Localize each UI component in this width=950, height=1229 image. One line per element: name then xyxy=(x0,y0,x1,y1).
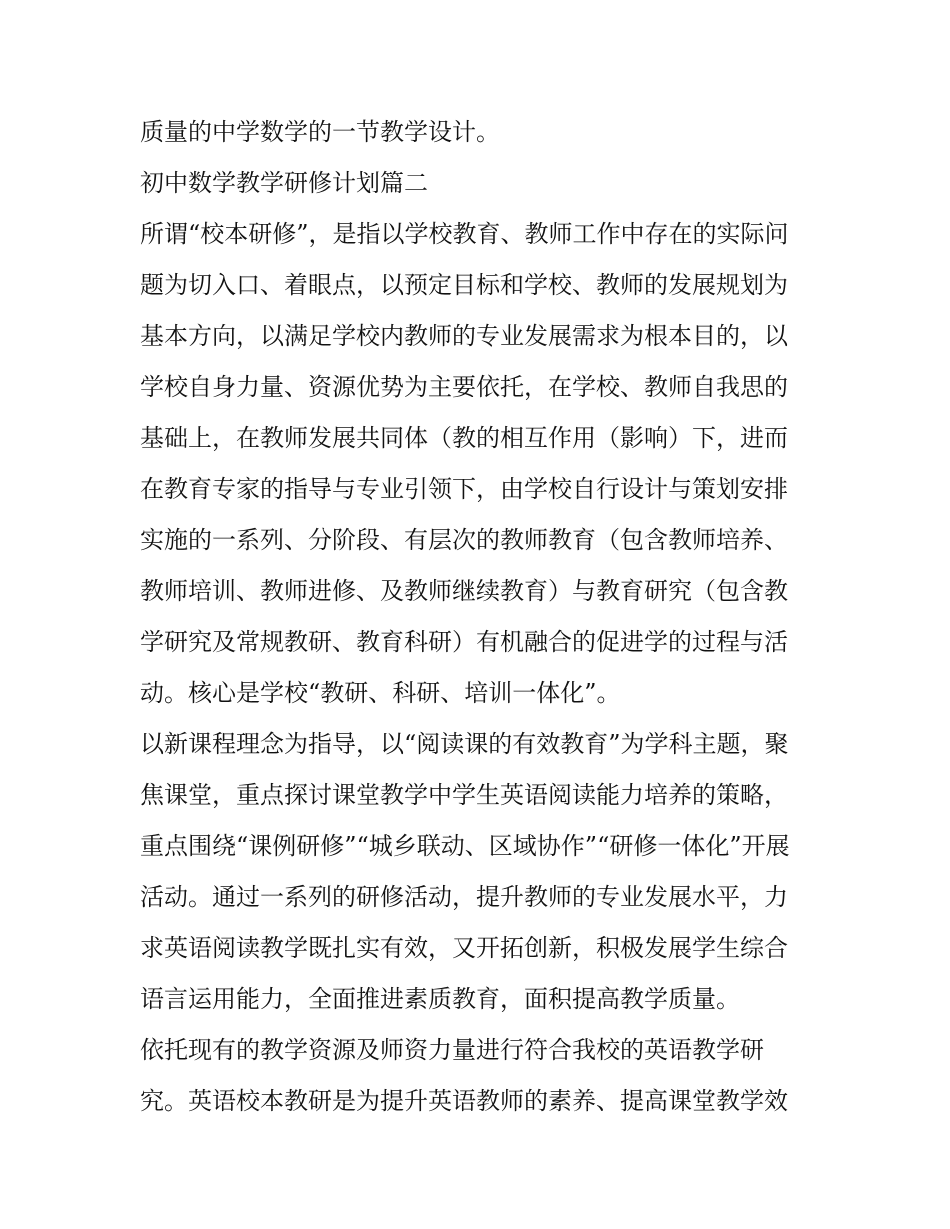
text-line: 学校自身力量、资源优势为主要依托，在学校、教师自我思的 xyxy=(140,373,788,401)
text-line: 在教育专家的指导与专业引领下，由学校自行设计与策划安排 xyxy=(140,475,788,503)
text-line: 学研究及常规教研、教育科研）有机融合的促进学的过程与活 xyxy=(140,628,788,656)
text-line: 所谓“校本研修”，是指以学校教育、教师工作中存在的实际问 xyxy=(140,220,789,248)
text-line: 求英语阅读教学既扎实有效，又开拓创新，积极发展学生综合 xyxy=(140,934,788,962)
text-line: 教师培训、教师进修、及教师继续教育）与教育研究（包含教 xyxy=(140,577,788,605)
text-line: 究。英语校本教研是为提升英语教师的素养、提高课堂教学效 xyxy=(140,1087,788,1115)
text-line: 语言运用能力，全面推进素质教育，面积提高教学质量。 xyxy=(140,985,740,1013)
document-body xyxy=(140,107,820,1127)
section-heading: 初中数学教学研修计划篇二 xyxy=(140,169,428,197)
text-line: 重点围绕“课例研修”“城乡联动、区域协作”“研修一体化”开展 xyxy=(140,832,790,860)
text-line: 基本方向，以满足学校内教师的专业发展需求为根本目的，以 xyxy=(140,322,788,350)
text-line: 焦课堂，重点探讨课堂教学中学生英语阅读能力培养的策略， xyxy=(140,781,788,809)
text-line: 质量的中学数学的一节教学设计。 xyxy=(140,118,500,146)
text-line: 基础上，在教师发展共同体（教的相互作用（影响）下，进而 xyxy=(140,424,788,452)
text-line: 以新课程理念为指导，以“阅读课的有效教育”为学科主题，聚 xyxy=(140,730,789,758)
text-line: 依托现有的教学资源及师资力量进行符合我校的英语教学研 xyxy=(140,1036,764,1064)
text-line: 实施的一系列、分阶段、有层次的教师教育（包含教师培养、 xyxy=(140,526,788,554)
text-line: 活动。通过一系列的研修活动，提升教师的专业发展水平，力 xyxy=(140,883,788,911)
text-line: 题为切入口、着眼点，以预定目标和学校、教师的发展规划为 xyxy=(140,271,788,299)
text-line: 动。核心是学校“教研、科研、培训一体化”。 xyxy=(140,679,621,707)
